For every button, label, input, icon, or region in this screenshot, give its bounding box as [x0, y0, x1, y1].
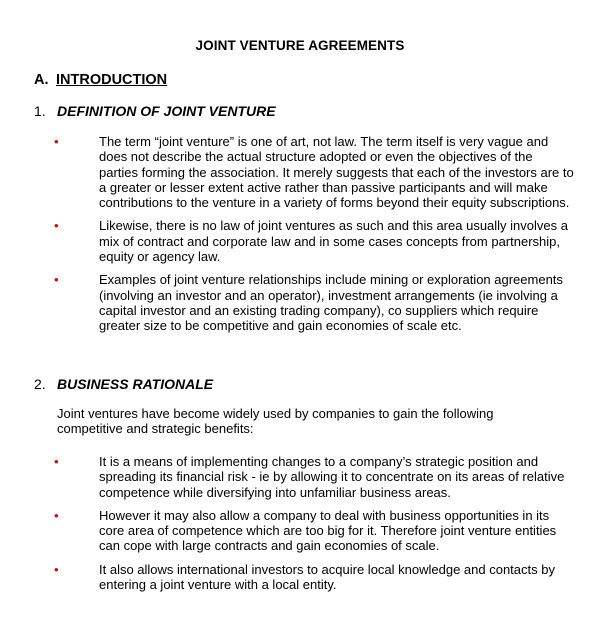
bullet-icon: •	[54, 561, 59, 577]
subsection-number: 2.	[34, 376, 46, 392]
bullet-icon: •	[54, 507, 59, 523]
list-item	[54, 272, 574, 333]
subsection-heading-definition	[34, 103, 276, 119]
document-title: JOINT VENTURE AGREEMENTS	[195, 38, 405, 53]
section-heading	[34, 72, 167, 88]
subsection-heading-rationale	[34, 376, 213, 392]
list-item	[54, 134, 574, 210]
list-item	[54, 508, 574, 554]
list-item	[54, 562, 574, 593]
bullet-text: Likewise, there is no law of joint ventures as such and this area usually involves a mix of contract and corporate law and in some cases concepts from partnership, equity or agency law.	[99, 218, 568, 265]
bullet-icon: •	[54, 454, 59, 469]
bullet-text: It is a means of implementing changes to a company’s strategic position and spreading its financial risk - ie by allowing it to concentrate on its areas of relative competence while diversifying into unfamiliar business areas.	[99, 454, 565, 500]
list-item	[54, 218, 574, 264]
subsection-title: BUSINESS RATIONALE	[57, 376, 214, 392]
bullet-text: However it may also allow a company to deal with business opportunities in its core area of competence which are too big for it. Therefore joint venture entities can cope with large contracts and gain economies of scale.	[99, 507, 557, 554]
bullet-text: The term “joint venture” is one of art, not law. The term itself is very vague and does not describe the actual structure adopted or even the objectives of the parties forming the association. It merely suggests that each of the investors are to a greater or lesser extent active rather than passive participants and will make contributions to the venture in a variety of forms beyond their equity subscriptions.	[99, 134, 574, 211]
bullet-icon: •	[54, 272, 59, 288]
bullet-text: Examples of joint venture relationships include mining or exploration agreements (involving an investor and an operator), investment arrangements (ie involving a capital investor and an existing trading company), co suppliers which require greater size to be competitive and gain economies of scale etc.	[99, 272, 563, 334]
section-letter: A.	[34, 72, 49, 88]
list-item	[54, 454, 574, 500]
definition-bullet-list	[54, 134, 574, 334]
bullet-text: It also allows international investors to acquire local knowledge and contacts by entering a joint venture with a local entity.	[99, 561, 555, 593]
subsection-number: 1.	[34, 103, 46, 119]
bullet-icon: •	[54, 218, 59, 234]
section-title: INTRODUCTION	[56, 72, 168, 88]
subsection-title: DEFINITION OF JOINT VENTURE	[57, 103, 276, 119]
rationale-intro-paragraph: Joint ventures have become widely used by companies to gain the following competitive and strategic benefits:	[57, 406, 494, 437]
rationale-bullet-list	[54, 454, 574, 592]
bullet-icon: •	[54, 134, 59, 149]
